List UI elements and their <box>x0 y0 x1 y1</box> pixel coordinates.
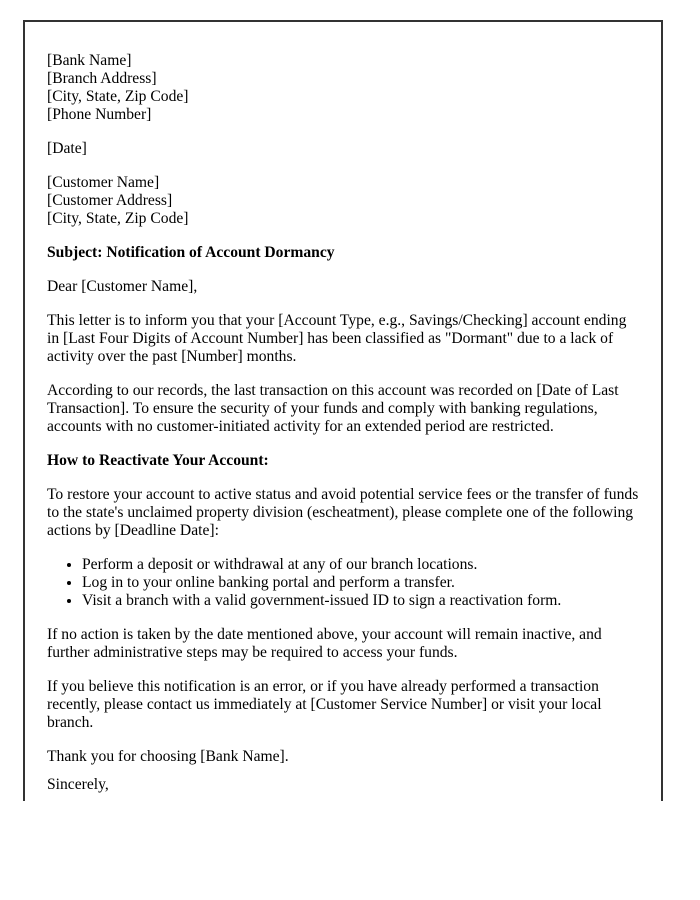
recipient-block <box>47 174 639 228</box>
date-line: [Date] <box>47 140 87 157</box>
sender-bank-name: [Bank Name] <box>47 52 132 69</box>
para-records-info: According to our records, the last transaction on this account was recorded on [Date of Last Transaction]. To ensure the security of your funds and comply with banking regulations, accounts with no customer-initiated activity for an extended period are restricted. <box>47 382 619 435</box>
sender-city-state-zip: [City, State, Zip Code] <box>47 88 189 105</box>
para-dormancy-notice: This letter is to inform you that your [Account Type, e.g., Savings/Checking] account ending in [Last Four Digits of Account Number] has been classified as "Dormant" due to a lack of activity over the past [Number] months. <box>47 312 627 365</box>
para-reactivate-intro: To restore your account to active status and avoid potential service fees or the transfer of funds to the state's unclaimed property division (escheatment), please complete one of the following actions by [Deadline Date]: <box>47 486 639 539</box>
closing-thanks: Thank you for choosing [Bank Name]. <box>47 748 289 765</box>
signoff: Sincerely, <box>47 776 109 793</box>
list-item-branch-transaction: • Perform a deposit or withdrawal at any of our branch locations. <box>82 556 639 574</box>
list-item-visit-branch: • Visit a branch with a valid government-issued ID to sign a reactivation form. <box>82 592 639 610</box>
para-no-action-warning: If no action is taken by the date mentioned above, your account will remain inactive, and further administrative steps may be required to access your funds. <box>47 626 602 661</box>
sender-phone-number: [Phone Number] <box>47 106 152 123</box>
reactivate-heading: How to Reactivate Your Account: <box>47 452 269 469</box>
letter-clip <box>23 20 663 801</box>
list-item-online-banking: • Log in to your online banking portal and perform a transfer. <box>82 574 639 592</box>
recipient-address: [Customer Address] <box>47 192 173 209</box>
recipient-city-state-zip: [City, State, Zip Code] <box>47 210 189 227</box>
para-error-contact: If you believe this notification is an error, or if you have already performed a transaction recently, please contact us immediately at [Customer Service Number] or visit your local branch. <box>47 678 602 731</box>
letter-document <box>23 20 663 801</box>
sender-branch-address: [Branch Address] <box>47 70 157 87</box>
subject-line: Subject: Notification of Account Dormancy <box>47 244 335 261</box>
salutation: Dear [Customer Name], <box>47 278 198 295</box>
recipient-name: [Customer Name] <box>47 174 160 191</box>
reactivation-options-list <box>47 556 639 610</box>
sender-block <box>47 52 639 124</box>
